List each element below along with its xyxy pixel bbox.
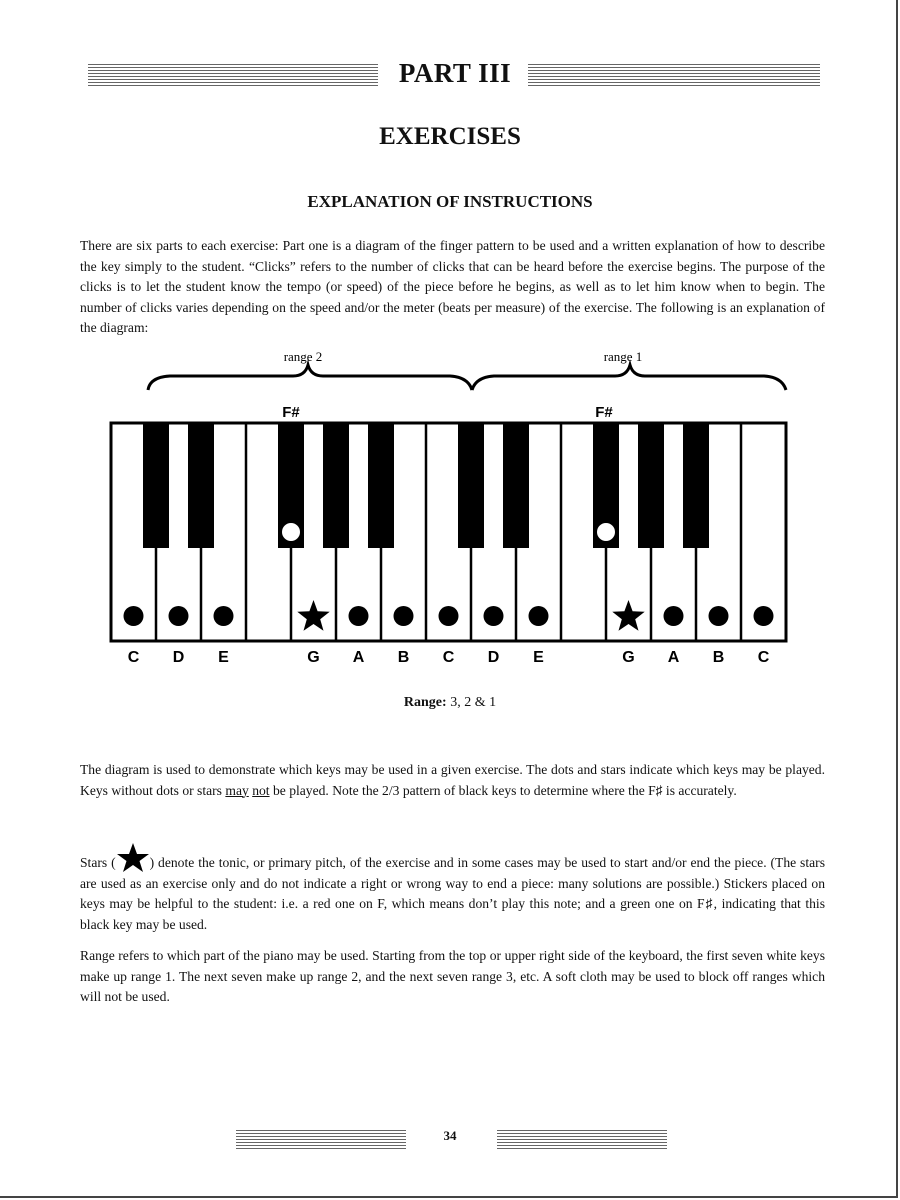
key-dot — [124, 606, 144, 626]
note-letter: C — [127, 649, 140, 666]
diagram-paragraph-text-b: be played. Note the 2/3 pattern of black keys to determine where the F♯ is accurately. — [269, 782, 737, 798]
range-2-label: range 2 — [283, 349, 323, 364]
key-dot — [394, 606, 414, 626]
stars-paragraph-text-b: ) denote the tonic, or primary pitch, of the exercise and in some cases may be used to start and/or end the piece. (The stars are used as an exercise only and do not indicate a right or wrong way to end a piece: many solutions are possible.) Stickers placed on keys may be helpful to the student: i.e. a red one on F, which means don’t play this note; and a green one on F♯, indicating that this black key may be used. — [80, 855, 825, 932]
footer-rule-right — [497, 1130, 667, 1150]
note-letter: B — [397, 649, 410, 666]
black-key — [503, 423, 529, 548]
key-dot — [529, 606, 549, 626]
subsection-title: EXPLANATION OF INSTRUCTIONS — [307, 192, 593, 211]
black-key — [368, 423, 394, 548]
note-labels — [0, 642, 900, 672]
footer-rule-left — [236, 1130, 406, 1150]
note-letter: E — [533, 649, 544, 666]
keyboard-diagram — [0, 345, 900, 645]
range-summary-label: Range: — [403, 695, 447, 710]
black-key — [143, 423, 169, 548]
note-letter: D — [487, 649, 500, 666]
diagram-paragraph-may: may — [225, 782, 249, 798]
key-dot — [664, 606, 684, 626]
diagram-paragraph — [80, 760, 825, 801]
black-key — [323, 423, 349, 548]
fsharp-label-left: F# — [282, 404, 300, 421]
key-dot — [709, 606, 729, 626]
section-title: EXERCISES — [379, 123, 521, 150]
stars-paragraph-text-a: Stars ( — [80, 855, 116, 870]
fsharp-label-right: F# — [595, 404, 613, 421]
fsharp-open-dot — [596, 522, 616, 542]
note-letter: G — [307, 649, 320, 666]
range-summary — [0, 695, 900, 711]
note-letter: E — [218, 649, 229, 666]
stars-paragraph — [80, 843, 825, 935]
header-rule-right — [528, 64, 820, 88]
black-key — [683, 423, 709, 548]
fsharp-open-dot — [281, 522, 301, 542]
header-rule-left — [88, 64, 378, 88]
black-key — [188, 423, 214, 548]
note-letter: C — [442, 649, 455, 666]
diagram-paragraph-text-a: The diagram is used to demonstrate which keys may be used in a given exercise. The dots and stars indicate which keys may be played. Keys without dots or stars — [80, 762, 825, 798]
note-letter: B — [712, 649, 725, 666]
key-dot — [754, 606, 774, 626]
note-letter: D — [172, 649, 185, 666]
range-1-brace — [472, 365, 786, 390]
range-1-label: range 1 — [603, 349, 643, 364]
black-key — [638, 423, 664, 548]
key-dot — [214, 606, 234, 626]
range-2-brace — [148, 365, 472, 390]
star-icon — [116, 843, 150, 873]
range-paragraph: Range refers to which part of the piano may be used. Starting from the top or upper right side of the keyboard, the first seven white keys make up range 1. The next seven make up range 2, and the next seven range 3, etc. A soft cloth may be used to block off ranges which will not be used. — [80, 948, 825, 1004]
note-letter: A — [667, 649, 680, 666]
key-dot — [484, 606, 504, 626]
page-number: 34 — [443, 1128, 457, 1143]
note-letter: C — [757, 649, 770, 666]
range-summary-value: 3, 2 & 1 — [446, 695, 497, 710]
note-letter: G — [622, 649, 635, 666]
intro-paragraph: There are six parts to each exercise: Part one is a diagram of the finger pattern to be used and a written explanation of how to describe the key simply to the student. “Clicks” refers to the number of clicks that can be heard before the exercise begins. The purpose of the clicks is to let the student know the tempo (or speed) of the piece before he begins, as well as to let him know when to begin. The number of clicks varies depending on the speed and/or the meter (beats per measure) of the exercise. The following is an explanation of the diagram: — [80, 238, 825, 335]
note-letter: A — [352, 649, 365, 666]
black-key — [458, 423, 484, 548]
key-dot — [169, 606, 189, 626]
diagram-paragraph-not: not — [252, 782, 270, 798]
key-dot — [349, 606, 369, 626]
key-dot — [439, 606, 459, 626]
part-title: PART III — [398, 58, 512, 88]
